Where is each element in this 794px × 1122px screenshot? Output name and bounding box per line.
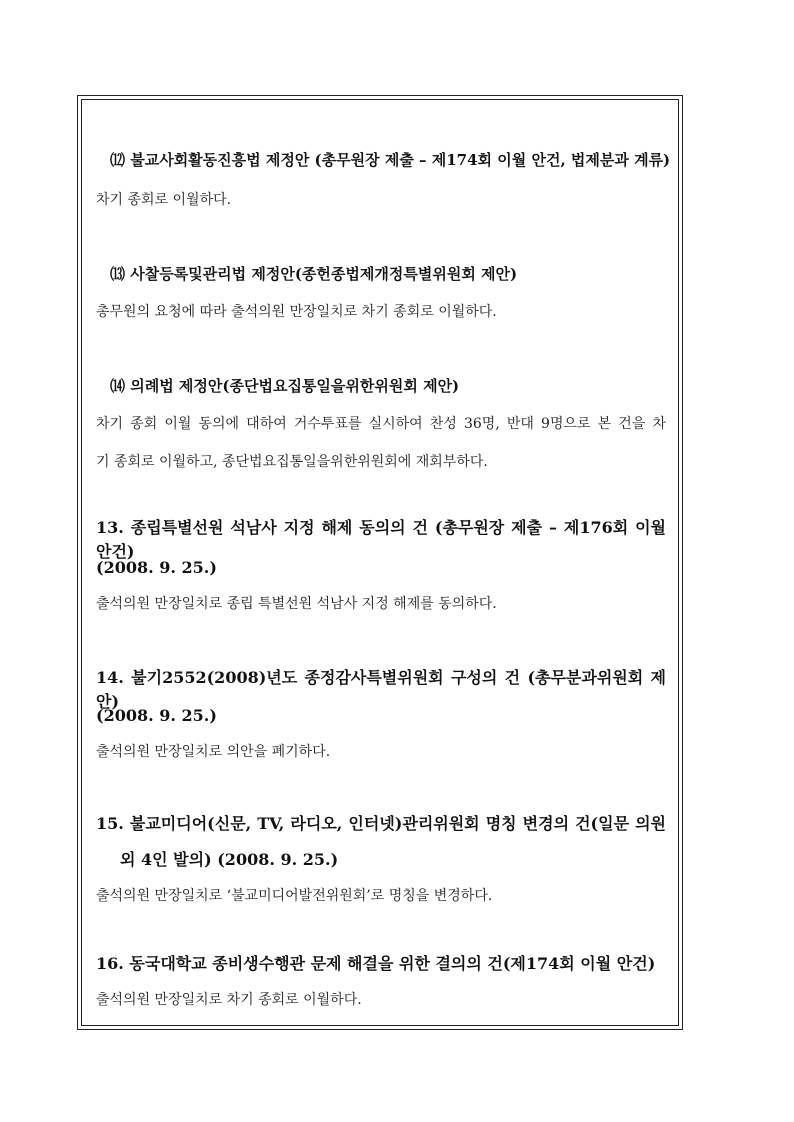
item-13-sub-title: ⒀ 사찰등록및관리법 제정안(종헌종법제개정특별위원회 제안) xyxy=(110,265,518,283)
item-16-title: 16. 동국대학교 종비생수행관 문제 해결을 위한 결의의 건(제174회 이월 안건) xyxy=(96,954,656,973)
item-13-title-line1: 13. 종립특별선원 석남사 지정 해제 동의의 건 (총무원장 제출 – 제176회 이월 안건) xyxy=(96,518,666,561)
item-14-sub-title: ⒁ 의례법 제정안(종단법요집통일을위한위원회 제안) xyxy=(110,377,460,395)
item-15-body: 출석의원 만장일치로 ‘불교미디어발전위원회’로 명칭을 변경하다. xyxy=(96,888,493,904)
item-12-body: 차기 종회로 이월하다. xyxy=(96,192,232,208)
item-14-sub-body-line1: 차기 종회 이월 동의에 대하여 거수투표를 실시하여 찬성 36명, 반대 9명으로 본 건을 차 xyxy=(96,416,666,432)
item-15-title-line1: 15. 불교미디어(신문, TV, 라디오, 인터넷)관리위원회 명칭 변경의 건(일문 의원 xyxy=(96,814,666,833)
item-14-sub-body-line2: 기 종회로 이월하고, 종단법요집통일을위한위원회에 재회부하다. xyxy=(96,454,488,470)
item-13-title-line2: (2008. 9. 25.) xyxy=(96,558,217,577)
item-12-title: ⑿ 불교사회활동진흥법 제정안 (총무원장 제출 – 제174회 이월 안건, 법제분과 계류) xyxy=(110,151,671,169)
item-14-body: 출석의원 만장일치로 의안을 폐기하다. xyxy=(96,744,331,760)
item-16-body: 출석의원 만장일치로 차기 종회로 이월하다. xyxy=(96,992,362,1008)
item-14-title-line2: (2008. 9. 25.) xyxy=(96,706,217,725)
item-14-title-line1: 14. 불기2552(2008)년도 종정감사특별위원회 구성의 건 (총무분과위원회 제안) xyxy=(96,668,666,711)
item-13-sub-body: 총무원의 요청에 따라 출석의원 만장일치로 차기 종회로 이월하다. xyxy=(96,304,497,320)
item-13-body: 출석의원 만장일치로 종립 특별선원 석남사 지정 해제를 동의하다. xyxy=(96,596,497,612)
item-15-title-line2: 외 4인 발의) (2008. 9. 25.) xyxy=(120,850,339,869)
